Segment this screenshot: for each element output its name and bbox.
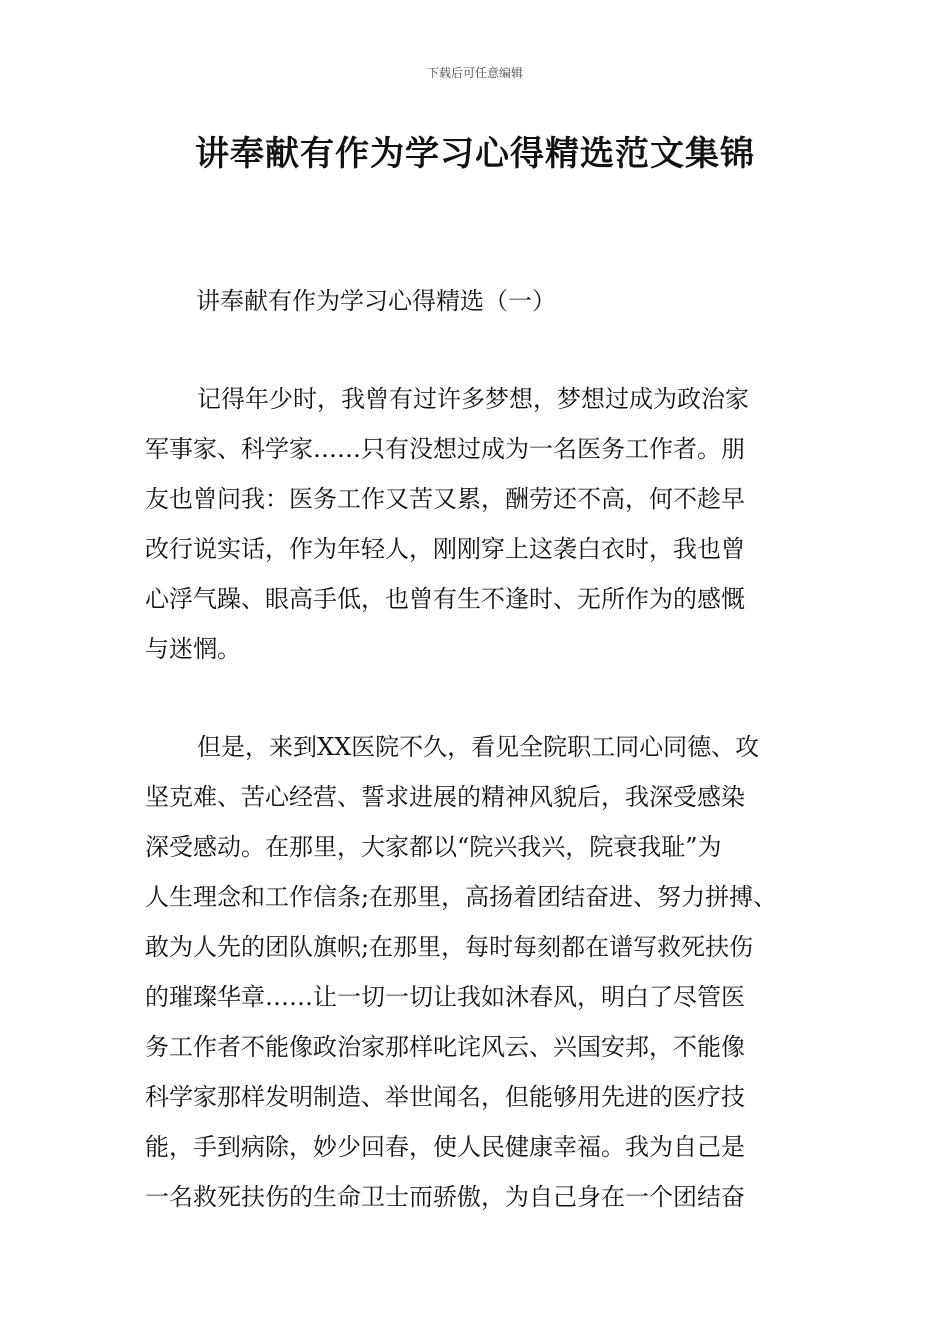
paragraph-line: 友也曾问我：医务工作又苦又累，酬劳还不高，何不趁早 <box>145 485 745 513</box>
header-note: 下载后可任意编辑 <box>426 66 523 80</box>
paragraph-line: 记得年少时，我曾有过许多梦想，梦想过成为政治家 <box>197 385 749 413</box>
paragraph-1 <box>145 374 825 674</box>
paragraph-line: 科学家那样发明制造、举世闻名，但能够用先进的医疗技 <box>145 1083 745 1111</box>
paragraph-line: 坚克难、苦心经营、誓求进展的精神风貌后，我深受感染 <box>145 783 745 811</box>
paragraph-line: 一名救死扶伤的生命卫士而骄傲，为自己身在一个团结奋 <box>145 1183 745 1211</box>
paragraph-line: 的璀璨华章……让一切一切让我如沐春风，明白了尽管医 <box>145 983 745 1011</box>
paragraph-line: 能，手到病除，妙少回春，使人民健康幸福。我为自己是 <box>145 1133 745 1161</box>
paragraph-line: 与迷惘。 <box>145 635 241 663</box>
document-title: 讲奉献有作为学习心得精选范文集锦 <box>195 134 755 174</box>
paragraph-line: 改行说实话，作为年轻人，刚刚穿上这袭白衣时，我也曾 <box>145 535 745 563</box>
paragraph-line: 人生理念和工作信条;在那里，高扬着团结奋进、努力拼搏、 <box>145 883 778 911</box>
paragraph-line: 深受感动。在那里，大家都以“院兴我兴，院衰我耻”为 <box>145 833 722 861</box>
section-heading: 讲奉献有作为学习心得精选（一） <box>196 287 556 315</box>
paragraph-line: 但是，来到XX医院不久，看见全院职工同心同德、攻 <box>197 733 760 761</box>
paragraph-2 <box>145 722 825 1222</box>
paragraph-line: 心浮气躁、眼高手低，也曾有生不逢时、无所作为的感慨 <box>145 585 745 613</box>
paragraph-line: 军事家、科学家……只有没想过成为一名医务工作者。朋 <box>145 435 745 463</box>
paragraph-line: 务工作者不能像政治家那样叱诧风云、兴国安邦，不能像 <box>145 1033 745 1061</box>
paragraph-line: 敢为人先的团队旗帜;在那里，每时每刻都在谱写救死扶伤 <box>145 933 754 961</box>
